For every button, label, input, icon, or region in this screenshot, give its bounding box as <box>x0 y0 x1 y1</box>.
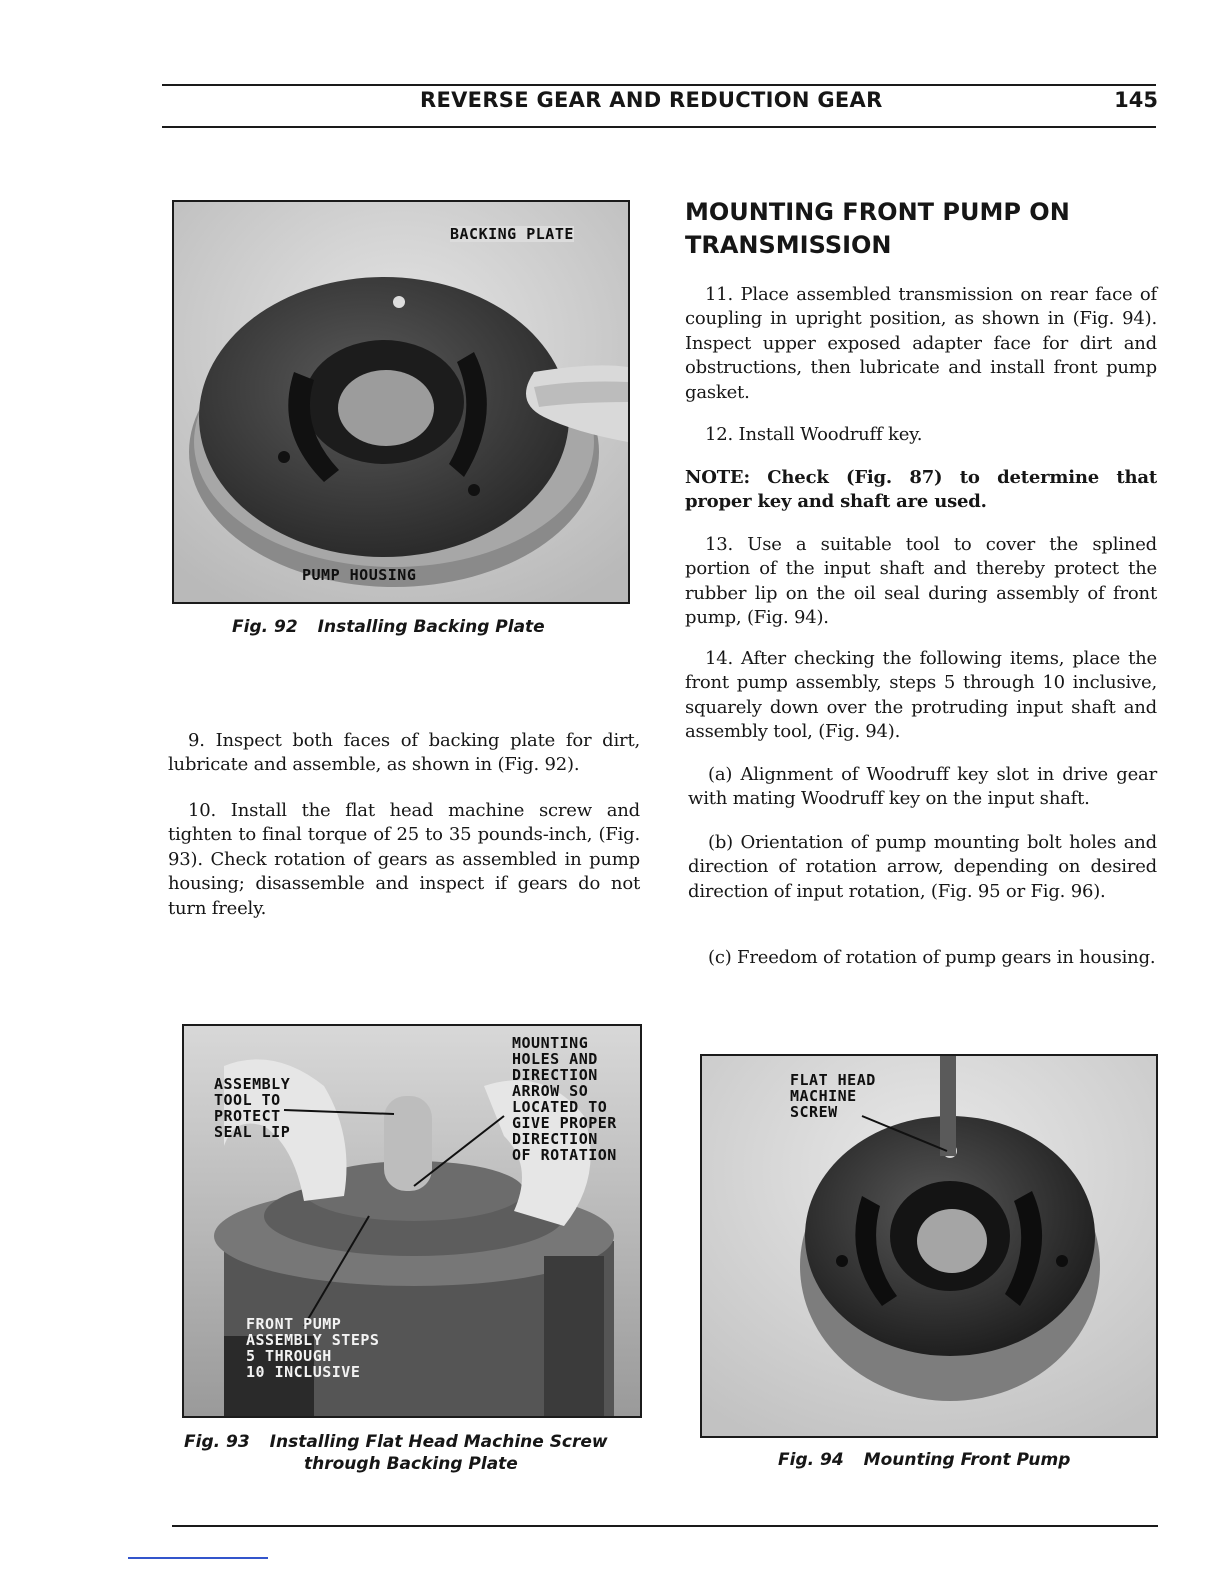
figure-94-title: Mounting Front Pump <box>863 1450 1071 1470</box>
paragraph-11: 11. Place assembled transmission on rear face of coupling in upright position, as shown in (Fig. 94). Inspect upper exposed adapter face for dirt and obstructions, then lubricate and install front pump gasket. <box>685 284 1157 403</box>
header-rule-bottom <box>162 126 1156 128</box>
callout-flat-head-screw: FLAT HEAD MACHINE SCREW <box>790 1071 876 1121</box>
figure-94-photo <box>700 1054 1158 1438</box>
running-title: REVERSE GEAR AND REDUCTION GEAR <box>420 88 883 112</box>
figure-92-photo <box>172 200 630 604</box>
paragraph-c: (c) Freedom of rotation of pump gears in housing. <box>708 947 1156 968</box>
callout-front-pump: FRONT PUMP ASSEMBLY STEPS 5 THROUGH 10 INCLUSIVE <box>246 1315 380 1381</box>
figure-94-number: Fig. 94 <box>778 1450 844 1470</box>
footer-rule <box>172 1525 1158 1527</box>
figure-93-title-line1: Installing Flat Head Machine Screw <box>269 1432 608 1452</box>
header-rule-top <box>162 84 1156 86</box>
callout-assembly-tool: ASSEMBLY TOOL TO PROTECT SEAL LIP <box>214 1075 291 1141</box>
callout-backing-plate: BACKING PLATE <box>450 225 574 243</box>
paragraph-b: (b) Orientation of pump mounting bolt holes and direction of rotation arrow, depending on desired direction of input rotation, (Fig. 95 or Fig. 96). <box>688 832 1157 902</box>
figure-92-caption <box>232 617 545 637</box>
note-paragraph: NOTE: Check (Fig. 87) to determine that proper key and shaft are used. <box>685 467 1157 513</box>
footer-link-underline <box>128 1557 268 1559</box>
figure-93-number: Fig. 93 <box>184 1432 250 1452</box>
paragraph-9: 9. Inspect both faces of backing plate for dirt, lubricate and assemble, as shown in (Fig. 92). <box>168 730 640 776</box>
callout-pump-housing: PUMP HOUSING <box>302 566 417 584</box>
figure-93-caption <box>184 1432 608 1452</box>
paragraph-13: 13. Use a suitable tool to cover the splined portion of the input shaft and thereby protect the rubber lip on the oil seal during assembly of front pump, (Fig. 94). <box>685 534 1157 629</box>
paragraph-a: (a) Alignment of Woodruff key slot in drive gear with mating Woodruff key on the input shaft. <box>688 764 1157 810</box>
paragraph-14: 14. After checking the following items, place the front pump assembly, steps 5 through 10 inclusive, squarely down over the protruding input shaft and assembly tool, (Fig. 94). <box>685 648 1157 743</box>
page-number: 145 <box>1114 88 1158 112</box>
backing-plate-photo <box>174 202 628 602</box>
callout-mounting-holes: MOUNTING HOLES AND DIRECTION ARROW SO LOCATED TO GIVE PROPER DIRECTION OF ROTATION <box>512 1034 617 1164</box>
paragraph-12: 12. Install Woodruff key. <box>705 424 923 445</box>
front-pump-photo <box>702 1056 1156 1436</box>
section-heading: MOUNTING FRONT PUMP ON TRANSMISSION <box>685 198 1070 259</box>
paragraph-10: 10. Install the flat head machine screw and tighten to final torque of 25 to 35 pounds-inch, (Fig. 93). Check rotation of gears as assembled in pump housing; disassemble and inspect if gears do not turn freely. <box>168 800 640 919</box>
figure-92-number: Fig. 92 <box>232 617 298 637</box>
figure-94-caption <box>778 1450 1070 1470</box>
figure-92-title: Installing Backing Plate <box>317 617 545 637</box>
figure-93-title-line2: through Backing Plate <box>304 1454 518 1474</box>
